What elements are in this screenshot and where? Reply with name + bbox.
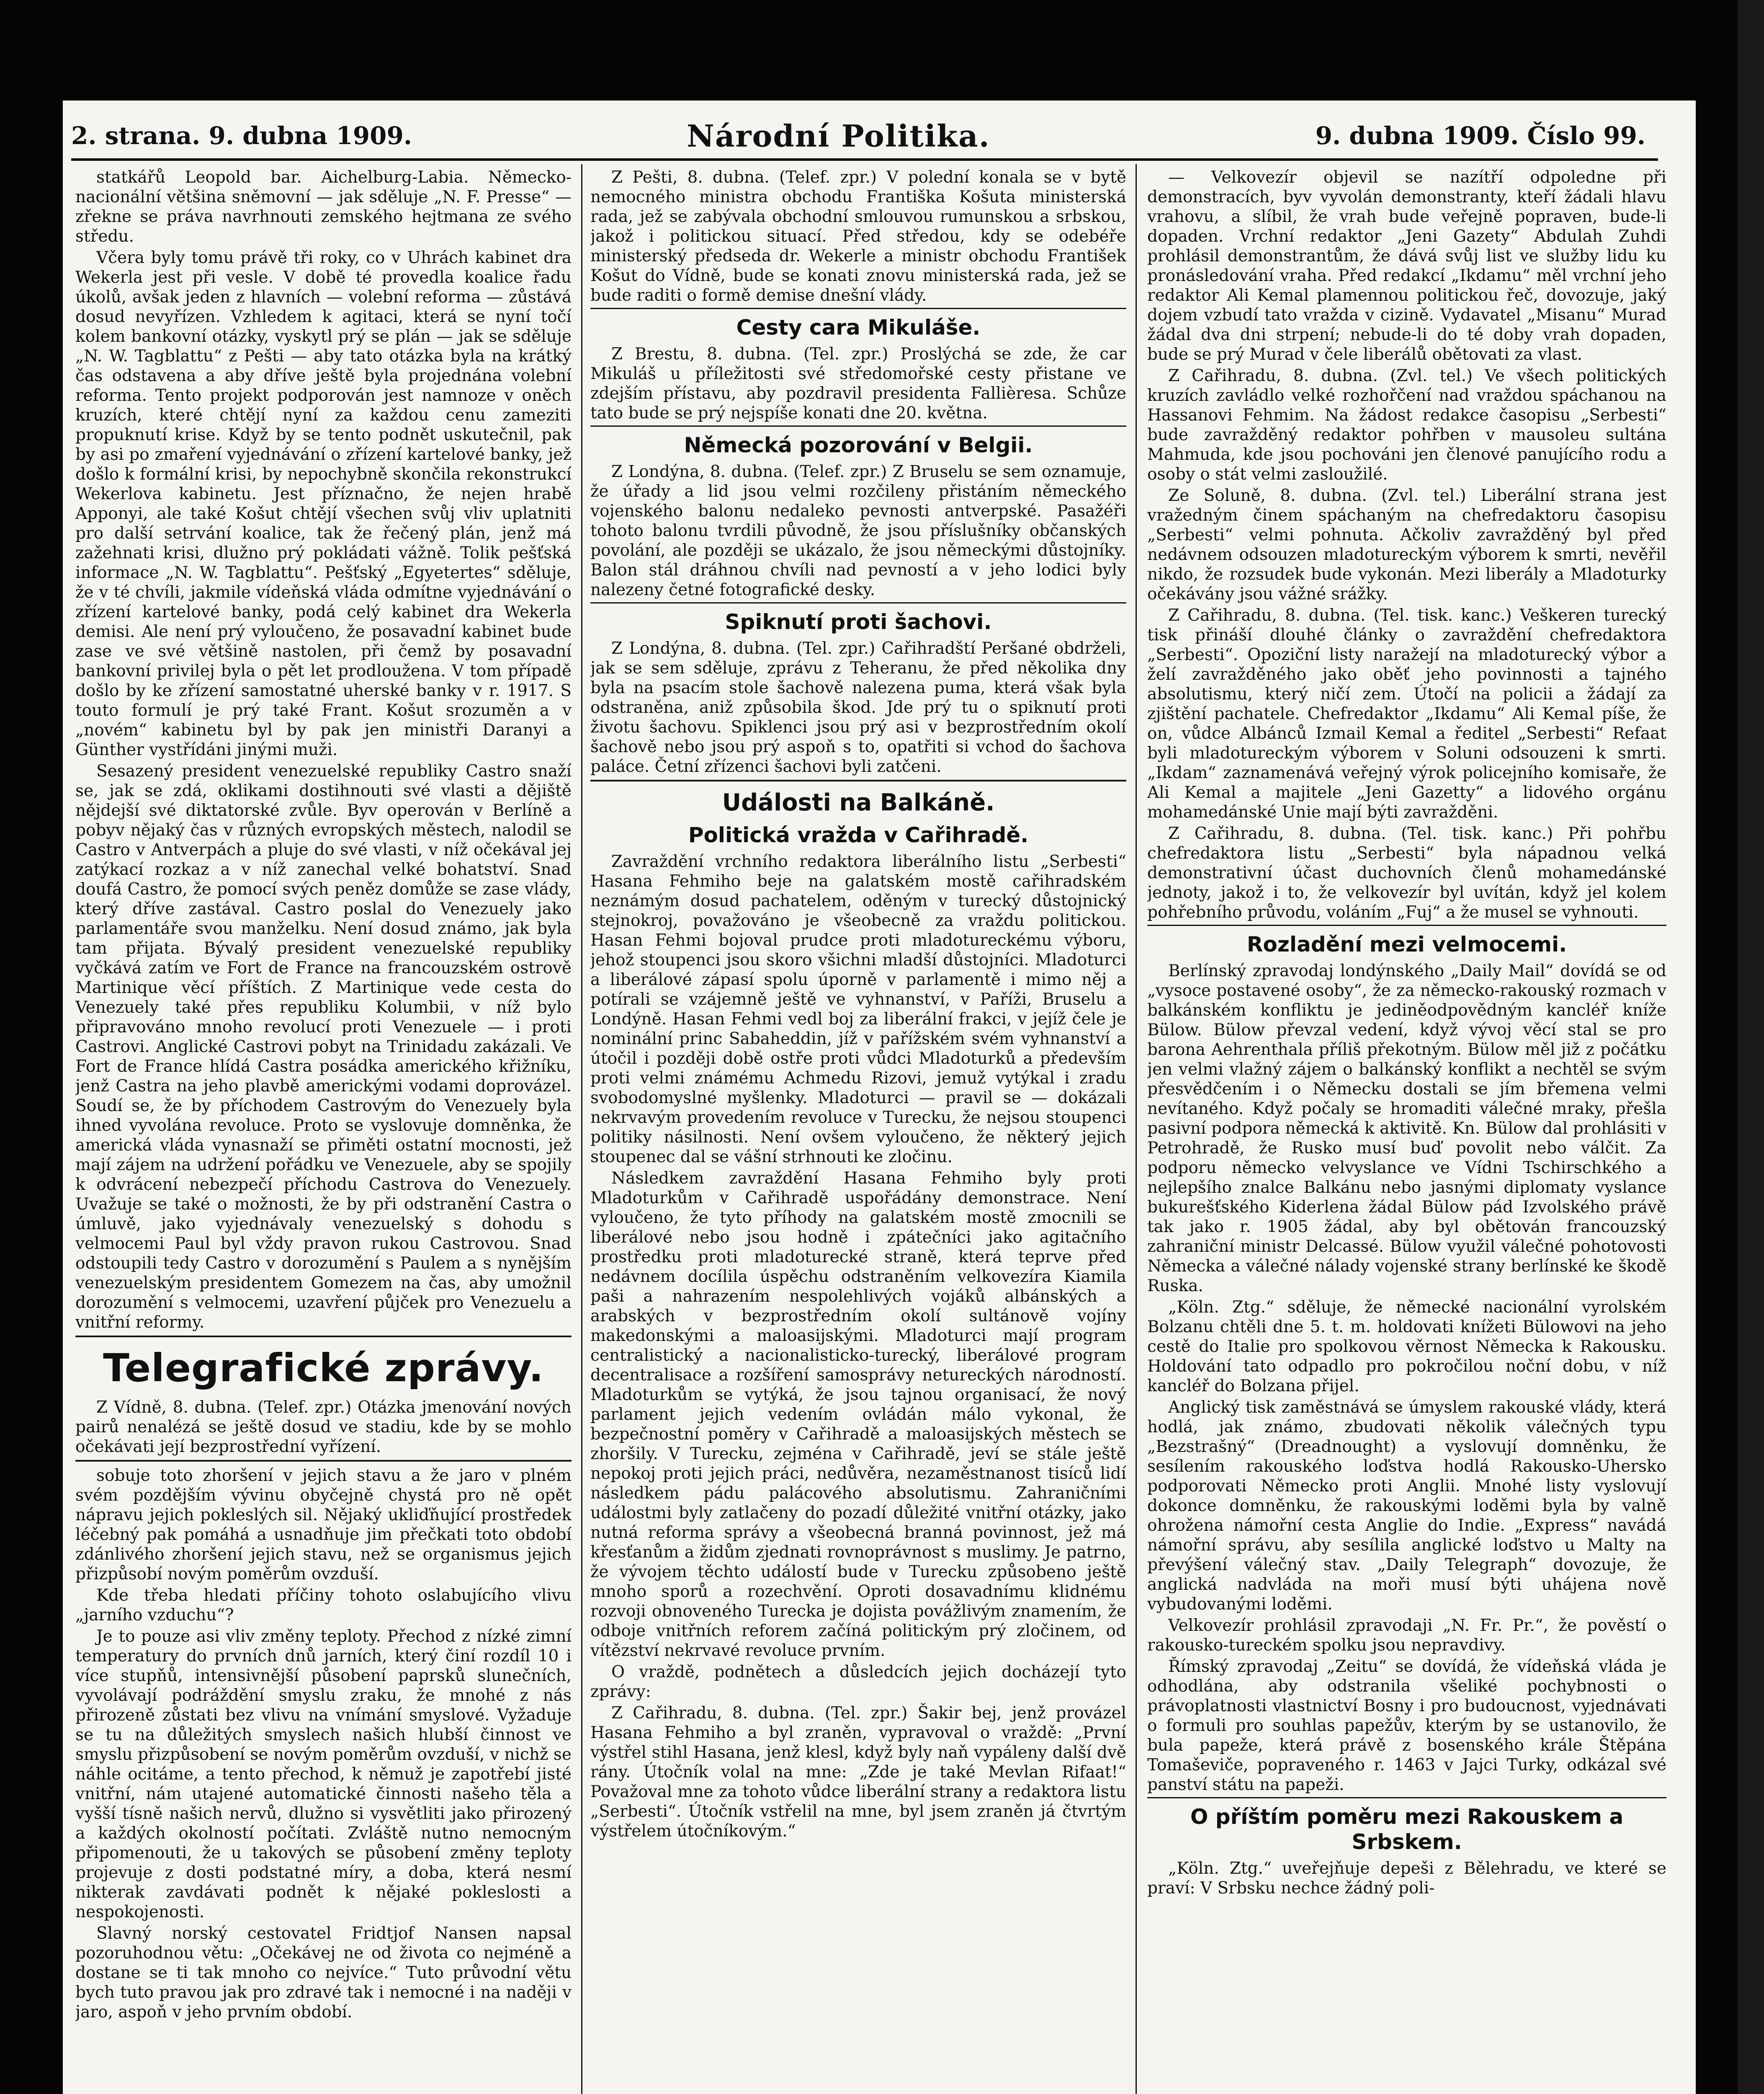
article-paragraph: „Köln. Ztg.“ sděluje, že německé nacionální vyrolském Bolzanu chtěli dne 5. t. m. holdovati knížeti Bülowovi na jeho cestě do Italie pro spolkovou věrnost Německa k Rakousku. Holdování tato odpadlo pro pokročilou noční dobu, v níž kancléř do Bolzana přijel. bbox=[1147, 1298, 1666, 1395]
article-paragraph: Zavraždění vrchního redaktora liberálního listu „Serbesti“ Hasana Fehmiho beje na galatském mostě cařihradském neznámým dosud pachatelem, oděným v turecký důstojnický stejnokroj, považováno je všeobecně za vraždu politickou. Hasan Fehmi bojoval prudce proti mladotureckému výboru, jehož stoupenci jsou skoro všichni mladší důstojníci. Mladoturci a liberálové zápasí spolu úporně v parlamentě i mimo něj a potírali se vzájemně ještě ve vyhnanství, v Paříži, Bruselu a Londýně. Hasan Fehmi vedl boj za liberální frakci, v jejíž čele je nominální princ Sabaheddin, jíž v pařížském svém vyhnanství a útočil i později době ostře proti vůdci Mladoturků a především proti velmi známému Achmedu Rizovi, jemuž vytýkal i zradu svobodomyslné myšlenky. Mladoturci — pravil se — dokázali nekrvavým provedením revoluce v Turecku, že nejsou stoupenci politiky násilnosti. Není ovšem vyloučeno, že některý jejich stoupenec dal se vášní strhnouti ke zločinu. bbox=[590, 852, 1126, 1166]
article-paragraph: Kde třeba hledati příčiny tohoto oslabujícího vlivu „jarního vzduchu“? bbox=[75, 1586, 572, 1625]
article-paragraph: sobuje toto zhoršení v jejich stavu a že jaro v plném svém pozdějším vývinu obyčejně chystá pro ně opět nápravu jejich pokleslých sil. Nějaký ukliďňující prostředek léčebný pak pomáhá a usnadňuje jim přečkati toto období zdánlivého zhoršení jejich stavu, než se organismus jejich přizpůsobí novým poměrům ovzduší. bbox=[75, 1466, 572, 1583]
article-paragraph: Ze Soluně, 8. dubna. (Zvl. tel.) Liberální strana jest vražedným činem spáchaným na chefredaktoru časopisu „Serbesti“ velmi pohnuta. Ačkoliv zavražděný byl před nedávnem odsouzen mladotureckým výborem k smrti, nevěřil nikdo, že rozsudek bude vykonán. Mezi liberály a Mladoturky očekávány jsou vážné srážky. bbox=[1147, 486, 1666, 603]
column-divider-1 bbox=[581, 164, 582, 2094]
masthead-title: Národní Politika. bbox=[687, 118, 990, 154]
section-rule bbox=[590, 308, 1126, 309]
article-paragraph: Včera byly tomu právě tři roky, co v Uhrách kabinet dra Wekerla jest při vesle. V době té provedla koalice řadu úkolů, avšak jeden z hlavních — volební reforma — zůstává dosud nevyřízen. Vzhledem k agitaci, která se nyní točí kolem bankovní otázky, vyskytl prý se plán — jak se sděluje „N. W. Tagblattu“ z Pešti — aby tato otázka byla na krátký čas odstavena a aby dříve ještě byla projednána volební reforma. Tento projekt podporován jest namnoze v oněch kruzích, které chtějí nyní za každou cenu zameziti propuknutí krise. Když by se tento podnět uskutečnil, pak by asi po zmaření vyjednávání o zřízení kartelové banky, jež došlo k formální krisi, by nepochybně skončila rekonstrukcí Wekerlova kabinetu. Jest příznačno, že nejen hrabě Apponyi, ale také Košut chtějí všechen svůj vliv uplatniti pro další setrvání koalice, tak že řečený plán, jenž má zažehnati krisi, dlužno prý pokládati vážně. Tolik pešťská informace „N. W. Tagblattu“. Pešťský „Egyetertes“ sděluje, že v té chvíli, jakmile vídeňská vláda odmítne vyjednávání o zřízení kartelové banky, podá celý kabinet dra Wekerla demisi. Ale není prý vyloučeno, že posavadní kabinet bude zase ve své většině nastolen, při čemž by posavadní bankovní privilej byla o pět let prodloužena. V tom případě došlo by ke zřízení samostatné uherské banky v r. 1917. S touto formulí je prý také Frant. Košut srozuměn a v „novém“ kabinetu byl by pak jen ministři Daranyi a Günther vystřídáni jinými muži. bbox=[75, 248, 572, 759]
scan-edge-right bbox=[1738, 0, 1764, 2094]
article-heading: O příštím poměru mezi Rakouskem a Srbskem. bbox=[1190, 1805, 1624, 1854]
article-heading: Spiknutí proti šachovi. bbox=[725, 610, 992, 634]
column-3 bbox=[1147, 168, 1666, 2094]
article-paragraph: Slavný norský cestovatel Fridtjof Nansen napsal pozoruhodnou větu: „Očekávej ne od života co nejméně a dostane se ti tak mnoho co nejvíce.“ Tuto průvodní větu bych tuto pravou jak pro zdravé tak i nemocné i na naději v jaro, aspoň v jeho prvním období. bbox=[75, 1924, 572, 2022]
article-heading: Německá pozorování v Belgii. bbox=[684, 433, 1033, 457]
article-paragraph: O vraždě, podnětech a důsledcích jejich docházejí tyto zprávy: bbox=[590, 1663, 1126, 1701]
header-date-issue: 9. dubna 1909. Číslo 99. bbox=[1315, 121, 1646, 150]
article-paragraph: Je to pouze asi vliv změny teploty. Přechod z nízké zimní temperatury do prvních dnů jarních, který činí rozdíl 10 i více stupňů, intensivnější působení paprsků slunečních, vyvolávají podráždění smyslu zraku, že mnohé z nás přirozeně zůstati bez vlivu na vnímání smyslové. Vyžaduje se tu na důležitých smyslech našich hlubší činnost ve smyslu přizpůsobení se novým poměrům ovzduší, v nichž se náhle ocitáme, a tento přechod, k němuž je zapotřebí jisté vnitřní, nám utajené automatické činnosti našeho těla a vyšší tísně našich nervů, dlužno si vysvětliti jako přirozený a každých okolností počítati. Zvláště nutno nemocným připomenouti, že u takových se působení změny teploty projevuje z dosti podstatné míry, a doba, která nesmí nikterak zavdávati podnět k nějaké pokleslosti a nespokojenosti. bbox=[75, 1627, 572, 1921]
section-rule bbox=[75, 1336, 572, 1337]
article-paragraph: Z Pešti, 8. dubna. (Telef. zpr.) V polední konala se v bytě nemocného ministra obchodu Františka Košuta ministerská rada, jež se zabývala obchodní smlouvou rumunskou a srbskou, jakož i politickou situací. Před středou, kdy se odebéře ministerský předseda dr. Wekerle a ministr obchodu František Košut do Vídně, bude se konati znovu ministerská rada, jež se bude raditi o formě demise dnešní vlády. bbox=[590, 168, 1126, 305]
article-heading: Politická vražda v Cařihradě. bbox=[688, 823, 1029, 847]
article-paragraph: Z Cařihradu, 8. dubna. (Tel. tisk. kanc.) Veškeren turecký tisk přináší dlouhé články o zavraždění chefredaktora „Serbesti“. Opoziční listy naražejí na mladoturecký výbor a želí zavražděného jako oběť jeho povinnosti a tajného absolutismu, který ničí zem. Útočí na policii a žádají za zjištění pachatele. Chefredaktor „Ikdamu“ Ali Kemal píše, že on, vůdce Albánců Izmail Kemal a ředitel „Serbesti“ Refaat byli mladotureckým výborem v Soluni odsouzeni k smrti. „Ikdam“ zaznamenává veřejný výrok policejního komisaře, že Ali Kemal a majitele „Jeni Gazetty“ a lidového orgánu mohamedánské Unie mají býti zavražděni. bbox=[1147, 606, 1666, 822]
article-paragraph: Anglický tisk zaměstnává se úmyslem rakouské vlády, která hodlá, jak známo, zbudovati několik válečných typu „Bezstrašný“ (Dreadnought) a vyslovují domněnku, že sesílením rakouského loďstva hodlá Rakousko-Uhersko podporovati Německo proti Anglii. Mnohé listy vyslovují dokonce domněnku, že rakouskými loděmi byla by valně ohrožena námořní cesta Anglie do Indie. „Express“ navádá námořní správu, aby sesílila anglické loďstvo u Malty na převýšení válečný stav. „Daily Telegraph“ dovozuje, že anglická nadvláda na moři musí býti uhájena nově vybudovanými loděmi. bbox=[1147, 1398, 1666, 1614]
article-paragraph: Z Cařihradu, 8. dubna. (Zvl. tel.) Ve všech politických kruzích zavládlo velké rozhořčení nad vraždou spáchanou na Hassanovi Fehmim. Na žádost redakce časopisu „Serbesti“ bude zavražděný redaktor pohřben v mausoleu sultána Mahmuda, kde jsou pochováni jen členové panujícího rodu a osoby o stát velmi zasloužilé. bbox=[1147, 366, 1666, 484]
header-page-date: 2. strana. 9. dubna 1909. bbox=[71, 121, 412, 150]
article-paragraph: Z Brestu, 8. dubna. (Tel. zpr.) Proslýchá se zde, že car Mikuláš u příležitosti své středomořské cesty přistane ve zdejším přístavu, aby pozdravil presidenta Fallièresa. Schůze tato bude se prý nejspíše konati dne 20. května. bbox=[590, 345, 1126, 423]
article-paragraph: Následkem zavraždění Hasana Fehmiho byly proti Mladoturkům v Cařihradě uspořádány demonstrace. Není vyloučeno, že tyto příhody na galatském mostě zmocnili se liberálové nebo jsou hodně i zpátečníci jako agitačního prostředku proti mladoturecké straně, která teprve před nedávnem docílila úspěchu odstraněním velkovezíra Kiamila paši a nahrazením nespolehlivých vojáků albánských a arabských v bezprostředním okolí sultánově vojíny makedonskými a maloasijskými. Mladoturci mají program centralistický a nacionalisticko-turecký, liberálové program decentralisace a rozšíření samosprávy netureckých národností. Mladoturkům se vytýká, že jsou tajnou organisací, že nový parlament jejich vedením ovládán málo vykonal, že bezpečnostní poměry v Cařihradě a maloasijských městech se zhoršily. V Turecku, zejména v Cařihradě, jeví se stále ještě nepokoj proti jejich práci, nedůvěra, nezaměstnanost tisíců lidí následkem pádu palácového absolutismu. Zahraničními událostmi byly zatlačeny do pozadí důležité vnitřní otázky, jako nutná reforma správy a všeobecná branná povinnost, jež má křesťanům a židům zjednati rovnoprávnost s muslimy. Je patrno, že vývojem těchto událostí bude v Turecku způsobeno ještě mnoho sporů a rozechvění. Oproti dosavadnímu klidnému rozvoji obnoveného Turecka je dojista povážlivým znamením, že odboje vnitřních reforem začíná politickým prý zločinem, od vítězství nekrvavé revoluce prvním. bbox=[590, 1169, 1126, 1660]
section-rule bbox=[1147, 1797, 1666, 1798]
article-paragraph: Velkovezír prohlásil zpravodaji „N. Fr. Pr.“, že pověstí o rakousko-tureckém spolku jsou nepravdivy. bbox=[1147, 1616, 1666, 1655]
article-paragraph: statkářů Leopold bar. Aichelburg-Labia. Německo-nacionální většina sněmovní — jak sděluje „N. F. Presse“ — zřekne se práva navrhnouti zemského hejtmana ze svého středu. bbox=[75, 168, 572, 246]
article-paragraph: Z Londýna, 8. dubna. (Telef. zpr.) Z Bruselu se sem oznamuje, že úřady a lid jsou velmi rozčileny přistáním německého vojenského balonu nedaleko pevnosti antverpské. Pasažéři tohoto balonu tvrdili původně, že jsou příslušníky občanských povolání, ale později se ukázalo, že jsou německými důstojníky. Balon stál dráhnou chvíli nad pevností a v jeho lodici byly nalezeny četné fotografické desky. bbox=[590, 462, 1126, 599]
article-paragraph: Z Cařihradu, 8. dubna. (Tel. tisk. kanc.) Při pohřbu chefredaktora listu „Serbesti“ byla nápadnou velká demonstrativní účast duchovních členů mohamedánské jednoty, jakož i to, že velkovezír byl uvítán, když jel kolem pohřebního průvodu, voláním „Fuj“ a že musel se vyhnouti. bbox=[1147, 824, 1666, 922]
article-paragraph: „Köln. Ztg.“ uveřejňuje depeši z Bělehradu, ve které se praví: V Srbsku nechce žádný poli- bbox=[1147, 1859, 1666, 1898]
section-heading-telegraphic: Telegrafické zprávy. bbox=[103, 1346, 544, 1390]
page-header bbox=[71, 118, 1646, 155]
article-paragraph: Z Cařihradu, 8. dubna. (Tel. zpr.) Šakir bej, jenž provázel Hasana Fehmiho a byl zraněn, vypravoval o vraždě: „První výstřel stihl Hasana, jenž klesl, když byly naň vypáleny další dvě rány. Útočník volal na mne: „Zde je také Mevlan Rifaat!“ Považoval mne za tohoto vůdce liberální strany a redaktora listu „Serbesti“. Útočník vstřelil na mne, byl jsem zraněn já čtvrtým výstřelem útočníkovým.“ bbox=[590, 1704, 1126, 1841]
section-rule bbox=[1147, 925, 1666, 926]
column-2 bbox=[590, 168, 1126, 2094]
section-rule bbox=[75, 1460, 572, 1462]
article-paragraph: Z Vídně, 8. dubna. (Telef. zpr.) Otázka jmenování nových pairů nenalézá se ještě dosud ve stadiu, kde by se mohlo očekávati její bezprostřední vyřízení. bbox=[75, 1398, 572, 1456]
article-paragraph: Berlínský zpravodaj londýnského „Daily Mail“ dovídá se od „vysoce postavené osoby“, že za německo-rakouský rozmach v balkánském konfliktu je jediněodpovědným kancléř kníže Bülow. Bülow převzal vedení, když vývoj věcí stal se pro barona Aehrenthala příliš překotným. Bülow měl již z počátku jen velmi vlažný zájem o balkánský konflikt a nechtěl se svým přesvědčením i o Německu dostali se jím břemena velmi nevítaného. Když počaly se hromaditi válečné mraky, přešla pasivní podpora německá k aktivitě. Kn. Bülow dal prohlásiti v Petrohradě, že Rusko musí buď povolit nebo válčit. Za podporu německo velvyslance ve Vídni Tschirschkého a nejlepšího znalce Balkánu nebo jasnými diplomaty vyslance bukurešťského Kiderlena žádal Bülow pád Izvolského právě tak jako r. 1905 žádal, aby byl obětován francouzský zahraniční ministr Delcassé. Bülow využil válečné pohotovosti Německa a válečné nálady vojenské strany berlínské ke škodě Ruska. bbox=[1147, 962, 1666, 1295]
section-rule bbox=[590, 426, 1126, 427]
column-1 bbox=[75, 168, 572, 2094]
article-heading: Cesty cara Mikuláše. bbox=[736, 315, 981, 340]
article-paragraph: Z Londýna, 8. dubna. (Tel. zpr.) Cařihradští Peršané obdrželi, jak se sem sděluje, zprávu z Teheranu, že před několika dny byla na psacím stole šachově nalezena puma, která však byla odstraněna, aniž způsobila škod. Jde prý tu o spiknutí proti životu šachovu. Spiklenci jsou prý asi v bezprostředním okolí šachově nebo jsou prý aspoň s to, opatřiti si vchod do šachova paláce. Četní zřízenci šachovi byli zatčeni. bbox=[590, 639, 1126, 776]
article-paragraph: Římský zpravodaj „Zeitu“ se dovídá, že vídeňská vláda je odhodlána, aby odstranila všeliké pochybnosti o právoplatnosti vlastnictví Bosny i pro budoucnost, vyjednávati o formuli pro souhlas papežův, kterým by se ustanovilo, že bula papeže, která právě z bosenského krále Štěpána Tomaševiče, popraveného r. 1463 v Jajci Turky, odkázal své panství státu na papeži. bbox=[1147, 1657, 1666, 1794]
section-rule bbox=[590, 602, 1126, 603]
column-divider-2 bbox=[1136, 164, 1137, 2094]
article-paragraph: — Velkovezír objevil se nazítří odpoledne při demonstracích, byv vyvolán demonstranty, kteří žádali hlavu vrahovu, a slíbil, že vrah bude veřejně popraven, bude-li dopaden. Vrchní redaktor „Jeni Gazety“ Abdulah Zuhdi prohlásil demonstrantům, že dává svůj list ve služby lidu ku pronásledování vraha. Před redakcí „Ikdamu“ měl vrchní jeho redaktor Ali Kemal plamennou politickou řeč, dovozuje, jaký dojem vzbudí tato vražda v cizině. Vydavatel „Misanu“ Murad žádal dva dni strpení; nebude-li do té doby vrah dopaden, bude se prý Murad v čele liberálů obětovati za vlast. bbox=[1147, 168, 1666, 364]
article-paragraph: Sesazený president venezuelské republiky Castro snaží se, jak se zdá, oklikami dostihnouti své vlasti a dějiště nějdejší své diktatorské zvůle. Byv operován v Berlíně a pobyv nějaký čas v různých evropských městech, nalodil se Castro v Antverpách a pluje do své vlasti, v níž očekával jej zatýkací rozkaz a v níž zanechal velké bohatství. Snad doufá Castro, že pomocí svých peněz domůže se zase vlády, který dříve zastával. Castro poslal do Venezuely jako parlamentáře svou manželku. Není dosud známo, jak byla tam přijata. Bývalý president venezuelské republiky vyčkává zatím ve Fort de France na francouzském ostrově Martinique věcí příštích. Z Martinique vede cesta do Venezuely také přes republiku Kolumbii, v níž bylo připravováno mnoho revolucí proti Venezuele — i proti Castrovi. Anglické Castrovi pobyt na Trinidadu zakázali. Ve Fort de France hlídá Castra posádka amerického křižníku, jenž Castra na jeho plavbě americkými vodami doprovázel. Soudí se, že by příchodem Castrovým do Venezuely byla ihned vyvolána revoluce. Proto se vyslovuje domněnka, že americká vláda vynasnaží se přiměti ostatní mocnosti, jež mají zájem na udržení pořádku ve Venezuele, aby se spojily k odvrácení nebezpečí příchodu Castrova do Venezuely. Uvažuje se také o možnosti, že by při odstranění Castra o úmluvě, jako vyjednávaly venezuelský s dohodu s velmocemi Paul byl vždy pravon rukou Castrovou. Snad odstoupili tedy Castro v dorozumění s Paulem a s nynějším venezuelským presidentem Gomezem na čas, aby umožnil dorozumění s velmocemi, uzavření půjček pro Venezuelu a vnitřní reformy. bbox=[75, 762, 572, 1332]
section-heading-balkans: Události na Balkáně. bbox=[722, 789, 995, 816]
section-rule bbox=[590, 780, 1126, 781]
article-heading: Rozladění mezi velmocemi. bbox=[1246, 932, 1567, 957]
header-rule bbox=[71, 158, 1658, 161]
